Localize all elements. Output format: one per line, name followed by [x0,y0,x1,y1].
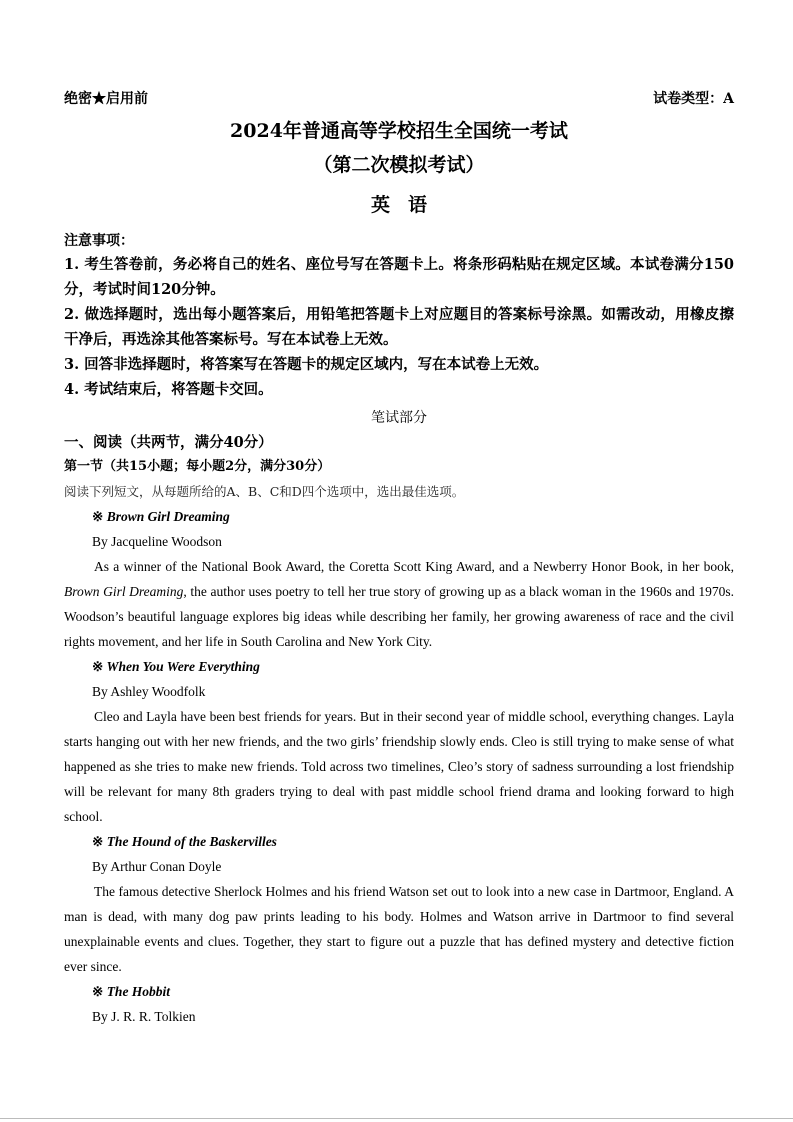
reading-instruction: 阅读下列短文，从每题所给的A、B、C和D四个选项中，选出最佳选项。 [64,484,465,499]
book-title [64,504,734,529]
section-heading: 一、阅读（共两节，满分40分） [64,434,273,451]
book-title [64,979,734,1004]
book-author: By Ashley Woodfolk [92,684,206,699]
exam-page [64,88,734,1029]
book-title-text: When You Were Everything [106,659,260,674]
book-title-text: The Hobbit [106,984,171,999]
book-title-text: Brown Girl Dreaming [106,509,230,524]
reference-mark-icon: ※ [92,984,104,999]
book-description: As a winner of the National Book Award, the Coretta Scott King Award, and a Newberry Honor Book, in her book, Brown Girl Dreaming, the author uses poetry to tell her true story of growing up as a black woman in the 1960s and 1970s. Woodson’s beautiful language explores big ideas while describing her family, her growing awareness of race and the civil rights movement, and her life in South Carolina and New York City. [64,559,734,649]
book-author: By J. R. R. Tolkien [92,1009,196,1024]
notice-item: 3. 回答非选择题时，将答案写在答题卡的规定区域内，写在本试卷上无效。 [64,356,549,373]
book-title-inline: Brown Girl Dreaming [64,584,184,599]
reference-mark-icon: ※ [92,834,104,849]
written-part-heading: 笔试部分 [371,410,427,426]
notice-title: 注意事项： [64,233,134,249]
book-title [64,829,734,854]
notice-item: 4. 考试结束后，将答题卡交回。 [64,381,273,398]
book-author: By Jacqueline Woodson [92,534,222,549]
book-description: The famous detective Sherlock Holmes and his friend Watson set out to look into a new case in Dartmoor, England. A man is dead, with many dog paw prints leading to his body. Holmes and Watson arrive in Dartmoor to find several unexplainable events and clues. Together, they start to figure out a puzzle that has defined mystery and detective fiction ever since. [64,884,734,974]
book-author: By Arthur Conan Doyle [92,859,222,874]
book-title-text: The Hound of the Baskervilles [106,834,277,849]
header-row [64,88,734,110]
notice-item: 2. 做选择题时，选出每小题答案后，用铅笔把答题卡上对应题目的答案标号涂黑。如需改动，用橡皮擦干净后，再选涂其他答案标号。写在本试卷上无效。 [64,306,734,348]
reference-mark-icon: ※ [92,659,104,674]
exam-title: 2024年普通高等学校招生全国统一考试 [230,120,568,142]
exam-subtitle: （第二次模拟考试） [313,154,485,176]
page-bottom-divider [0,1118,793,1119]
confidential-label: 绝密★启用前 [64,91,148,107]
paper-type-label: 试卷类型：A [653,91,734,107]
book-title [64,654,734,679]
part-heading: 第一节（共15小题；每小题2分，满分30分） [64,459,331,474]
reading-passage [64,504,734,1029]
reference-mark-icon: ※ [92,509,104,524]
notice-item: 1. 考生答卷前，务必将自己的姓名、座位号写在答题卡上。将条形码粘贴在规定区域。本试卷满分150分，考试时间120分钟。 [64,256,734,298]
subject-title: 英语 [370,194,445,216]
notice-list [64,252,734,402]
book-description: Cleo and Layla have been best friends for years. But in their second year of middle school, everything changes. Layla starts hanging out with her new friends, and the two girls’ friendship slowly ends. Cleo is still trying to make sense of what happened as she tries to make new friends. Told across two timelines, Cleo’s story of sadness surrounding a lost friendship will be relevant for many 8th graders trying to deal with past middle school friend drama and looking forward to high school. [64,709,734,824]
